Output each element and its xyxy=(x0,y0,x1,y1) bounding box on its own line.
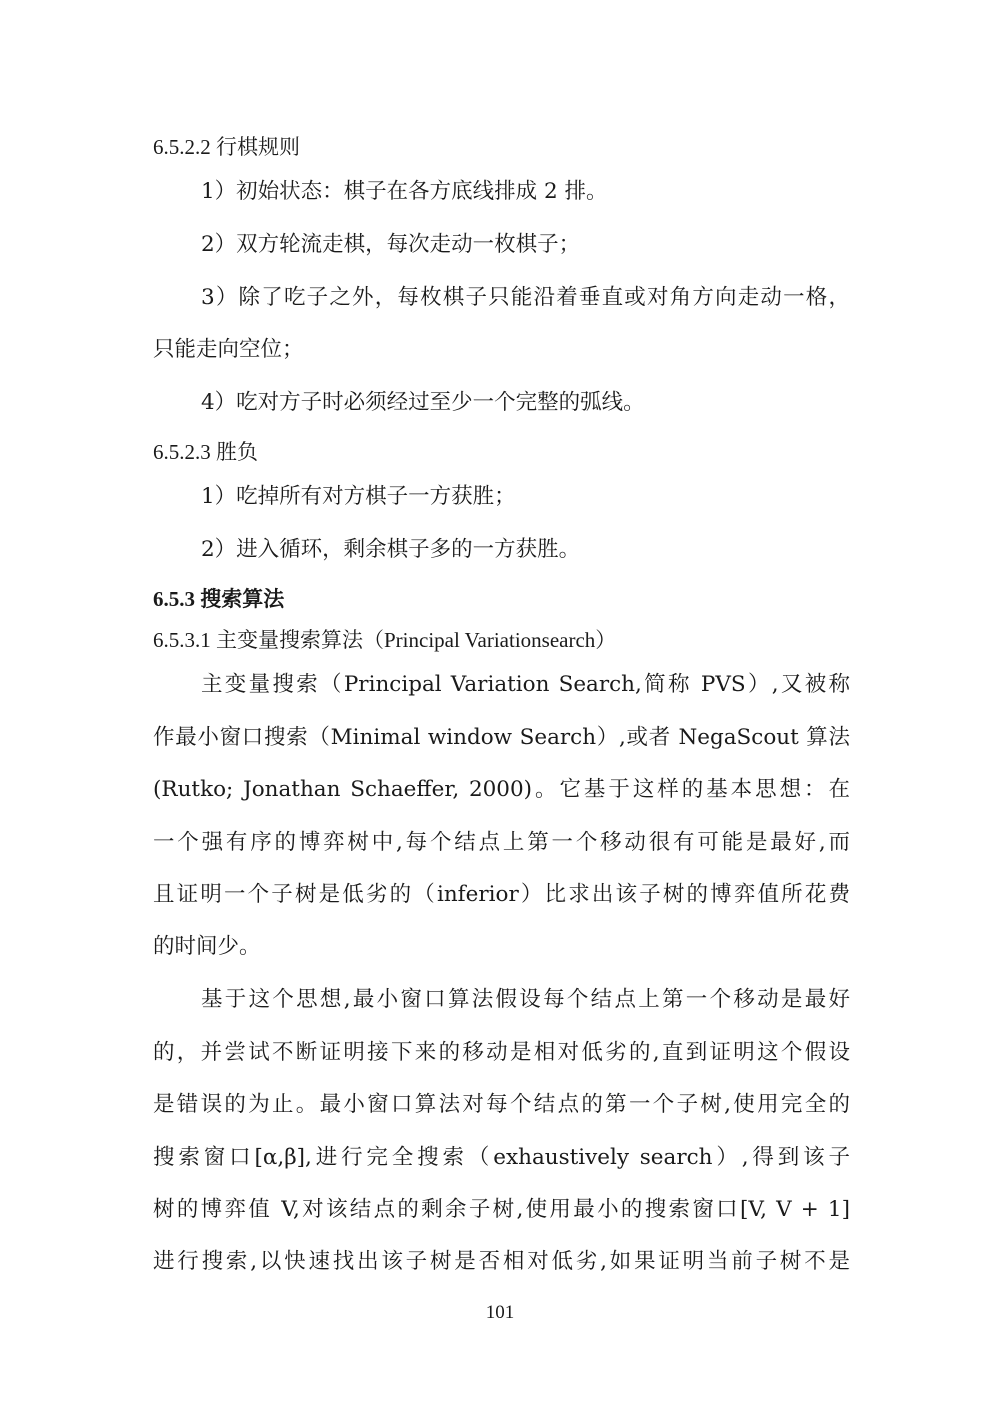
outcome-2: 2）进入循环，剩余棋子多的一方获胜。 xyxy=(201,537,581,562)
rule-3: 3）除了吃子之外，每枚棋子只能沿着垂直或对角方向走动一格， xyxy=(201,285,850,310)
rule-4: 4）吃对方子时必须经过至少一个完整的弧线。 xyxy=(201,390,645,415)
page-number: 101 xyxy=(485,1302,515,1323)
paragraph-2-line-3: 是错误的为止。最小窗口算法对每个结点的第一个子树,使用完全的 xyxy=(153,1092,850,1117)
paragraph-2-line-2: 的，并尝试不断证明接下来的移动是相对低劣的,直到证明这个假设 xyxy=(153,1040,850,1065)
rule-1: 1）初始状态：棋子在各方底线排成 2 排。 xyxy=(201,179,608,204)
paragraph-2-line-4: 搜索窗口[α,β],进行完全搜索（exhaustively search）,得到该子 xyxy=(153,1145,850,1170)
paragraph-1-line-1: 主变量搜索（Principal Variation Search,简称 PVS）,又被称 xyxy=(201,672,850,697)
paragraph-1-line-6: 的时间少。 xyxy=(153,934,261,959)
section-heading-6-5-2-3: 6.5.2.3 胜负 xyxy=(153,440,258,464)
outcome-1: 1）吃掉所有对方棋子一方获胜； xyxy=(201,484,516,509)
paragraph-1-line-2: 作最小窗口搜索（Minimal window Search）,或者 NegaScout 算法 xyxy=(153,725,850,750)
paragraph-1-line-3: (Rutko; Jonathan Schaeffer, 2000)。它基于这样的基本思想：在 xyxy=(153,777,850,802)
paragraph-1-line-4: 一个强有序的博弈树中,每个结点上第一个移动很有可能是最好,而 xyxy=(153,830,850,855)
paragraph-2-line-1: 基于这个思想,最小窗口算法假设每个结点上第一个移动是最好 xyxy=(201,987,850,1012)
section-heading-6-5-2-2: 6.5.2.2 行棋规则 xyxy=(153,135,300,159)
paragraph-2-line-5: 树的博弈值 V,对该结点的剩余子树,使用最小的搜索窗口[V, V + 1] xyxy=(153,1197,850,1222)
rule-2: 2）双方轮流走棋，每次走动一枚棋子； xyxy=(201,232,581,257)
section-heading-6-5-3-1: 6.5.3.1 主变量搜索算法（Principal Variationsearch） xyxy=(153,628,617,652)
rule-3-continuation: 只能走向空位； xyxy=(153,337,304,362)
paragraph-1-line-5: 且证明一个子树是低劣的（inferior）比求出该子树的博弈值所花费 xyxy=(153,882,850,907)
paragraph-2-line-6: 进行搜索,以快速找出该子树是否相对低劣,如果证明当前子树不是 xyxy=(153,1249,850,1274)
section-heading-6-5-3: 6.5.3 搜索算法 xyxy=(153,587,285,611)
